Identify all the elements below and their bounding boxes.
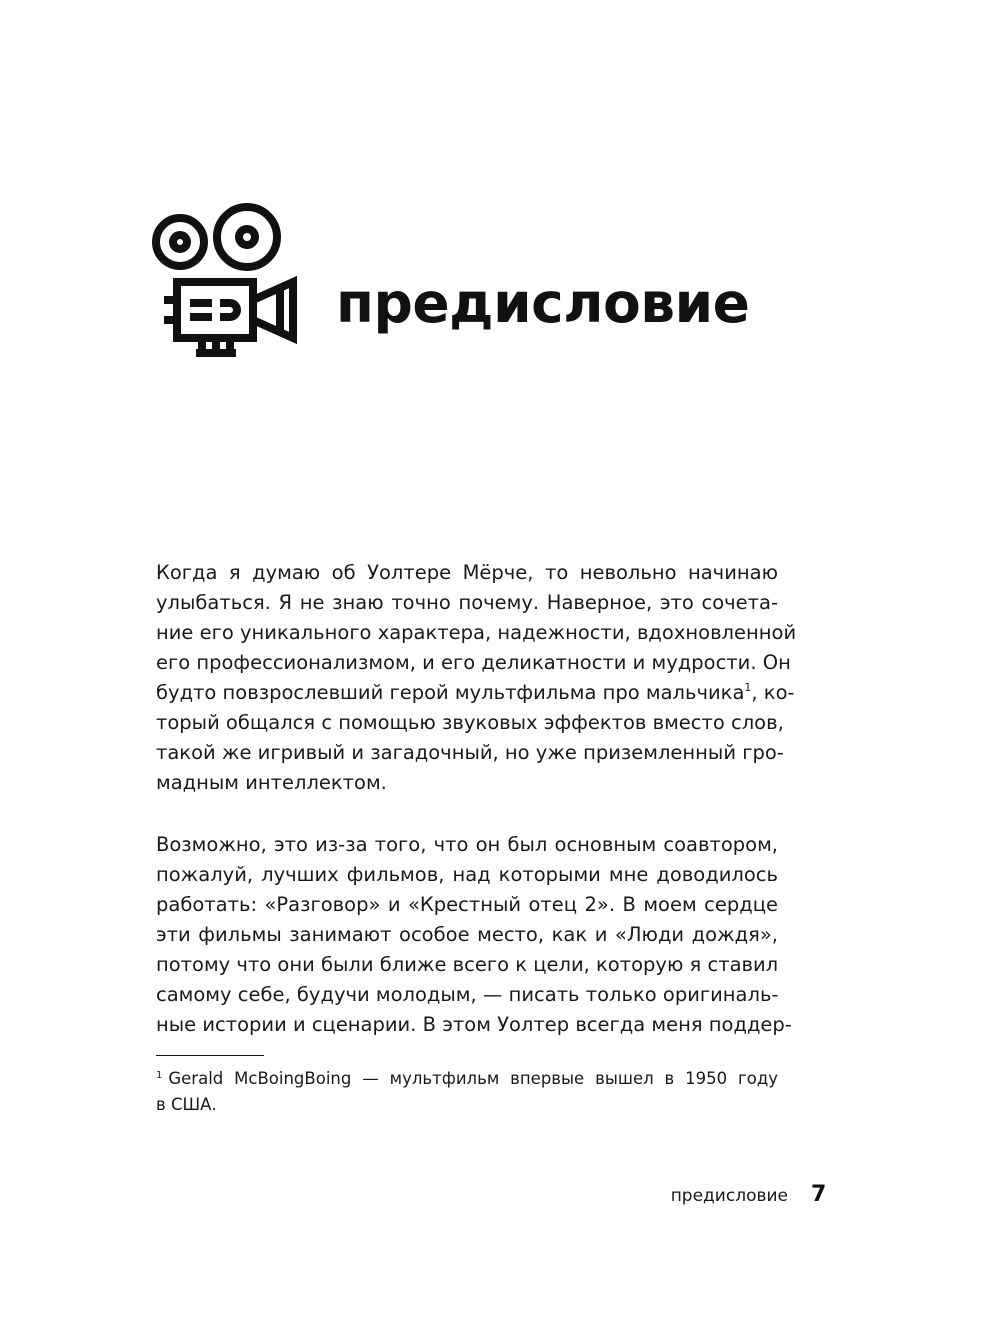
paragraph-2-line-7: ные истории и сценарии. В этом Уолтер всегда меня поддер-	[156, 1013, 792, 1036]
paragraph-1-line-2: улыбаться. Я не знаю точно почему. Наверное, это сочета-	[156, 591, 778, 614]
footnote-number: 1	[156, 1070, 163, 1081]
paragraph-1-line-1: Когда я думаю об Уолтере Мёрче, то невольно начинаю	[156, 561, 778, 584]
paragraph-1-line-7: такой же игривый и загадочный, но уже приземленный гро-	[156, 741, 784, 764]
paragraph-2-line-3: работать: «Разговор» и «Крестный отец 2». В моем сердце	[156, 893, 778, 916]
paragraph-1-line-5-tail: , ко-	[751, 681, 795, 704]
footnote-line-1	[156, 1066, 778, 1092]
chapter-title: предисловие	[336, 271, 750, 335]
paragraph-2-line-2: пожалуй, лучших фильмов, над которыми мне доводилось	[156, 863, 778, 886]
paragraph-2-line-5: потому что они были ближе всего к цели, которую я ставил	[156, 953, 779, 976]
paragraph-1-line-4: его профессионализмом, и его деликатности и мудрости. Он	[156, 651, 791, 674]
paragraph-1-line-5-text: будто повзрослевший герой мультфильма про мальчика	[156, 681, 745, 704]
paragraph-2-line-4: эти фильмы занимают особое место, как и «Люди дождя»,	[156, 923, 778, 946]
running-head: предисловие	[670, 1186, 788, 1206]
footnote-text-1: Gerald McBoingBoing — мультфильм впервые вышел в 1950 году	[168, 1069, 778, 1088]
paragraph-1-line-8: мадным интеллектом.	[156, 771, 387, 794]
footnote-line-2: в США.	[156, 1095, 217, 1114]
page-number: 7	[811, 1182, 827, 1207]
footnote-reference[interactable]: 1	[744, 681, 752, 694]
film-camera-icon	[150, 200, 310, 360]
paragraph-1-line-6: торый общался с помощью звуковых эффектов вместо слов,	[156, 711, 784, 734]
paragraph-2-line-6: самому себе, будучи молодым, — писать только оригиналь-	[156, 983, 779, 1006]
footnote-divider	[156, 1055, 264, 1056]
paragraph-1-line-5	[156, 678, 795, 708]
paragraph-2-line-1: Возможно, это из-за того, что он был основным соавтором,	[156, 833, 778, 856]
paragraph-1-line-3: ние его уникального характера, надежности, вдохновленной	[156, 621, 797, 644]
